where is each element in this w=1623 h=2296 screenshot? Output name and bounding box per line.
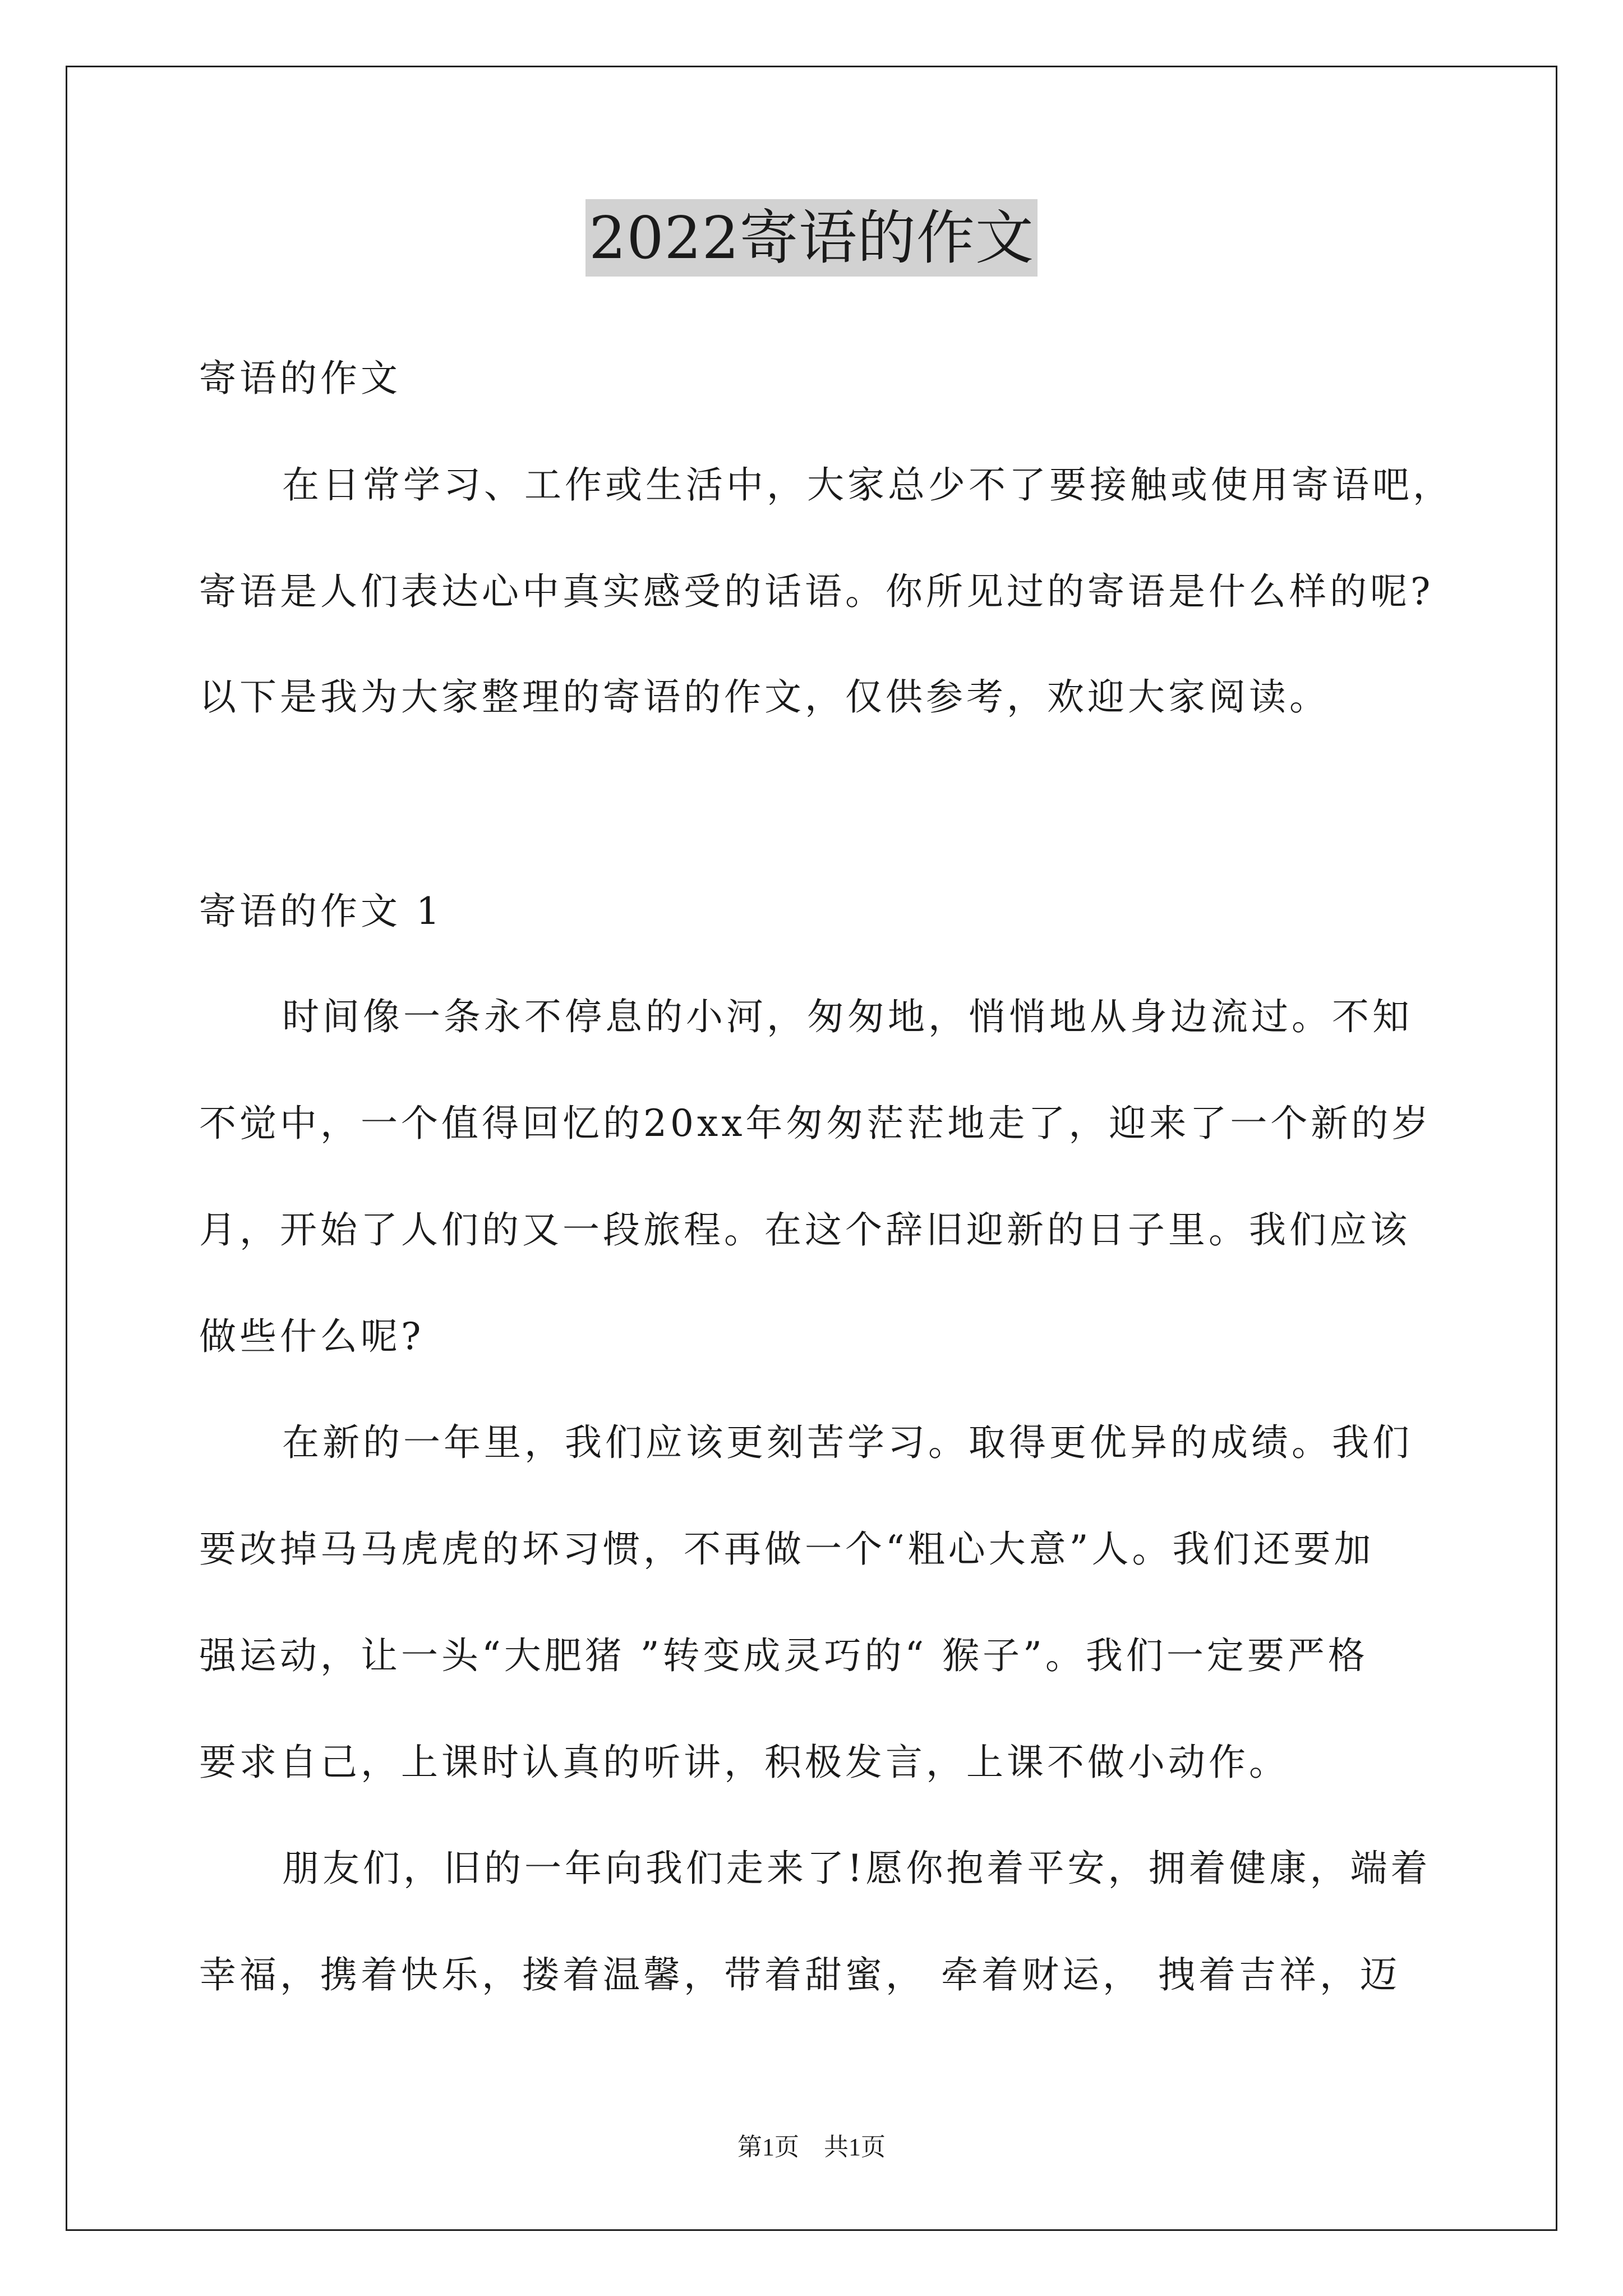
- paragraph-line: 月，开始了人们的又一段旅程。在这个辞旧迎新的日子里。我们应该: [199, 1208, 1410, 1251]
- paragraph-line: 做些什么呢?: [199, 1315, 425, 1358]
- intro-line: 寄语是人们表达心中真实感受的话语。你所见过的寄语是什么样的呢?: [199, 570, 1434, 613]
- intro-line: 在日常学习、工作或生活中，大家总少不了要接触或使用寄语吧，: [282, 463, 1453, 507]
- document-title: 2022寄语的作文: [585, 199, 1038, 277]
- page-footer: 第1页 共1页: [737, 2133, 886, 2161]
- paragraph-line: 要改掉马马虎虎的坏习惯，不再做一个“粗心大意”人。我们还要加: [199, 1527, 1375, 1571]
- paragraph-line: 幸福，携着快乐，搂着温馨，带着甜蜜， 牵着财运， 拽着吉祥，迈: [199, 1953, 1400, 1996]
- paragraph-line: 不觉中，一个值得回忆的20xx年匆匆茫茫地走了，迎来了一个新的岁: [199, 1102, 1432, 1145]
- paragraph-line: 时间像一条永不停息的小河，匆匆地，悄悄地从身边流过。不知: [282, 995, 1413, 1038]
- subtitle: 寄语的作文: [199, 357, 401, 400]
- intro-line: 以下是我为大家整理的寄语的作文，仅供参考，欢迎大家阅读。: [199, 675, 1330, 719]
- paragraph-line: 在新的一年里，我们应该更刻苦学习。取得更优异的成绩。我们: [282, 1421, 1413, 1464]
- paragraph-line: 强运动，让一头“大肥猪 ”转变成灵巧的“ 猴子”。我们一定要严格: [199, 1634, 1368, 1677]
- section-heading: 寄语的作文 1: [199, 890, 443, 933]
- paragraph-line: 要求自己，上课时认真的听讲，积极发言，上课不做小动作。: [199, 1741, 1289, 1784]
- paragraph-line: 朋友们，旧的一年向我们走来了!愿你抱着平安，拥着健康，端着: [282, 1847, 1431, 1890]
- title-container: [0, 199, 1623, 277]
